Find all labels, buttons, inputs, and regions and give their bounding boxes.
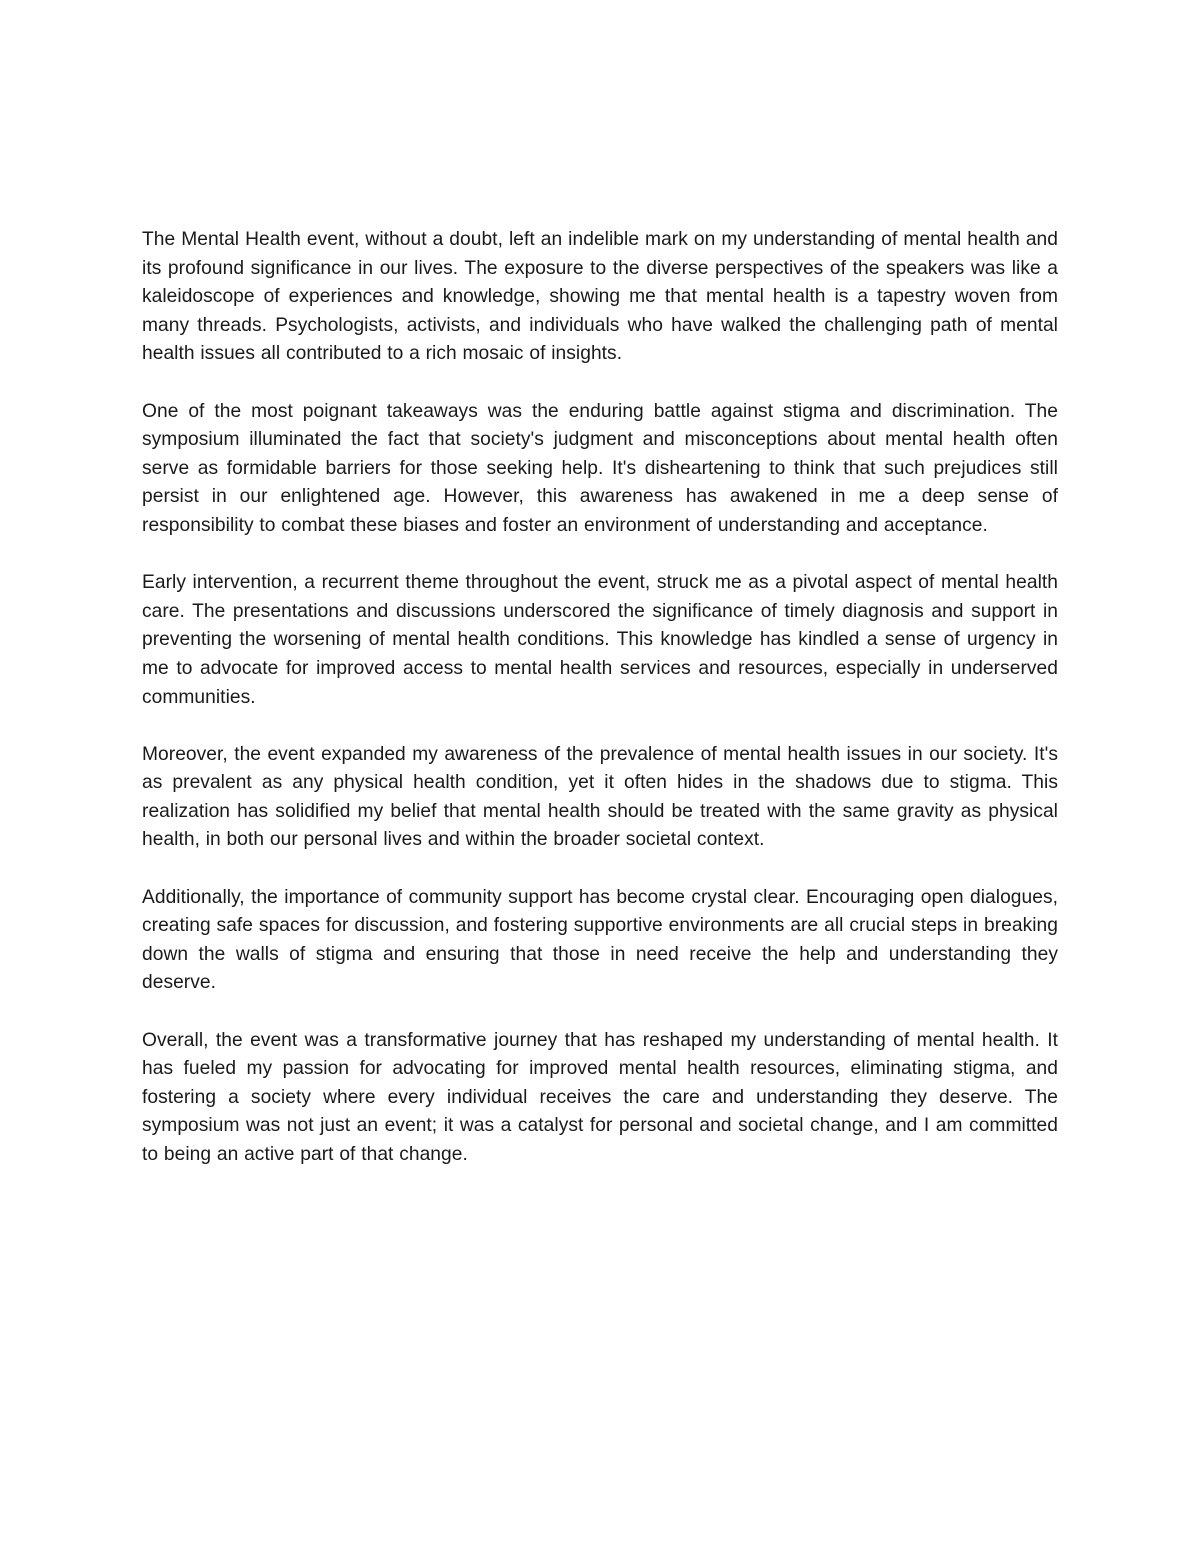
paragraph-6: Overall, the event was a transformative journey that has reshaped my understanding of mental health. It has fueled my passion for advocating for improved mental health resources, eliminating stigma, and fostering a society where every individual receives the care and understanding they deserve. The symposium was not just an event; it was a catalyst for personal and societal change, and I am committed to being an active part of that change.	[142, 1029, 1058, 1165]
paragraph-3: Early intervention, a recurrent theme throughout the event, struck me as a pivotal aspect of mental health care. The presentations and discussions underscored the significance of timely diagnosis and support in preventing the worsening of mental health conditions. This knowledge has kindled a sense of urgency in me to advocate for improved access to mental health services and resources, especially in underserved communities.	[142, 572, 1058, 708]
paragraph-4: Moreover, the event expanded my awareness of the prevalence of mental health issues in our society. It's as prevalent as any physical health condition, yet it often hides in the shadows due to stigma. This realization has solidified my belief that mental health should be treated with the same gravity as physical health, in both our personal lives and within the broader societal context.	[142, 743, 1058, 851]
document-body	[142, 226, 1058, 1198]
paragraph-2: One of the most poignant takeaways was the enduring battle against stigma and discrimination. The symposium illuminated the fact that society's judgment and misconceptions about mental health often serve as formidable barriers for those seeking help. It's disheartening to think that such prejudices still persist in our enlightened age. However, this awareness has awakened in me a deep sense of responsibility to combat these biases and foster an environment of understanding and acceptance.	[142, 400, 1058, 536]
paragraph-1: The Mental Health event, without a doubt, left an indelible mark on my understanding of mental health and its profound significance in our lives. The exposure to the diverse perspectives of the speakers was like a kaleidoscope of experiences and knowledge, showing me that mental health is a tapestry woven from many threads. Psychologists, activists, and individuals who have walked the challenging path of mental health issues all contributed to a rich mosaic of insights.	[142, 229, 1058, 365]
paragraph-5: Additionally, the importance of community support has become crystal clear. Encouraging open dialogues, creating safe spaces for discussion, and fostering supportive environments are all crucial steps in breaking down the walls of stigma and ensuring that those in need receive the help and understanding they deserve.	[142, 886, 1058, 994]
